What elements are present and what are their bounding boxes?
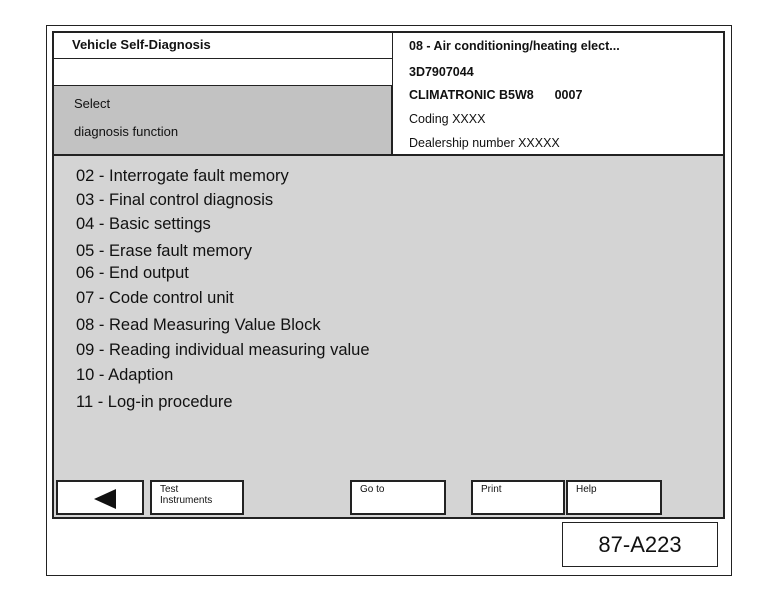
figure-code: 87-A223	[562, 522, 718, 567]
select-prompt-panel	[54, 86, 392, 156]
menu-item-05[interactable]: 05 - Erase fault memory	[76, 242, 253, 260]
component-version: CLIMATRONIC B5W8 0007	[409, 88, 583, 102]
menu-item-03[interactable]: 03 - Final control diagnosis	[76, 191, 274, 209]
menu-item-06[interactable]: 06 - End output	[76, 264, 189, 282]
part-number: 3D7907044	[409, 65, 474, 79]
back-arrow-icon	[94, 489, 116, 509]
menu-item-02[interactable]: 02 - Interrogate fault memory	[76, 167, 289, 185]
test-instruments-button[interactable]	[150, 480, 244, 515]
header-left	[54, 33, 392, 156]
goto-label: Go to	[360, 484, 385, 495]
menu-item-04[interactable]: 04 - Basic settings	[76, 215, 211, 233]
coding-value: Coding XXXX	[409, 112, 486, 126]
dealership-number: Dealership number XXXXX	[409, 136, 560, 150]
page-title: Vehicle Self-Diagnosis	[54, 33, 392, 59]
print-button[interactable]	[471, 480, 565, 515]
diagnosis-screen	[52, 31, 725, 519]
test-instruments-label-2: Instruments	[160, 495, 213, 506]
header-blank-row	[54, 59, 392, 86]
print-label: Print	[481, 484, 502, 495]
menu-item-09[interactable]: 09 - Reading individual measuring value	[76, 341, 370, 359]
back-button[interactable]	[56, 480, 144, 515]
control-unit-address: 08 - Air conditioning/heating elect...	[409, 39, 620, 53]
goto-button[interactable]	[350, 480, 446, 515]
menu-item-10[interactable]: 10 - Adaption	[76, 366, 174, 384]
menu-item-11[interactable]: 11 - Log-in procedure	[76, 393, 233, 411]
select-prompt-line1: Select	[74, 96, 111, 111]
help-button[interactable]	[566, 480, 662, 515]
menu-item-08[interactable]: 08 - Read Measuring Value Block	[76, 316, 321, 334]
control-unit-info	[392, 33, 723, 156]
select-prompt-line2: diagnosis function	[74, 124, 179, 139]
test-instruments-label-1: Test	[160, 484, 179, 495]
help-label: Help	[576, 484, 597, 495]
menu-item-07[interactable]: 07 - Code control unit	[76, 289, 234, 307]
